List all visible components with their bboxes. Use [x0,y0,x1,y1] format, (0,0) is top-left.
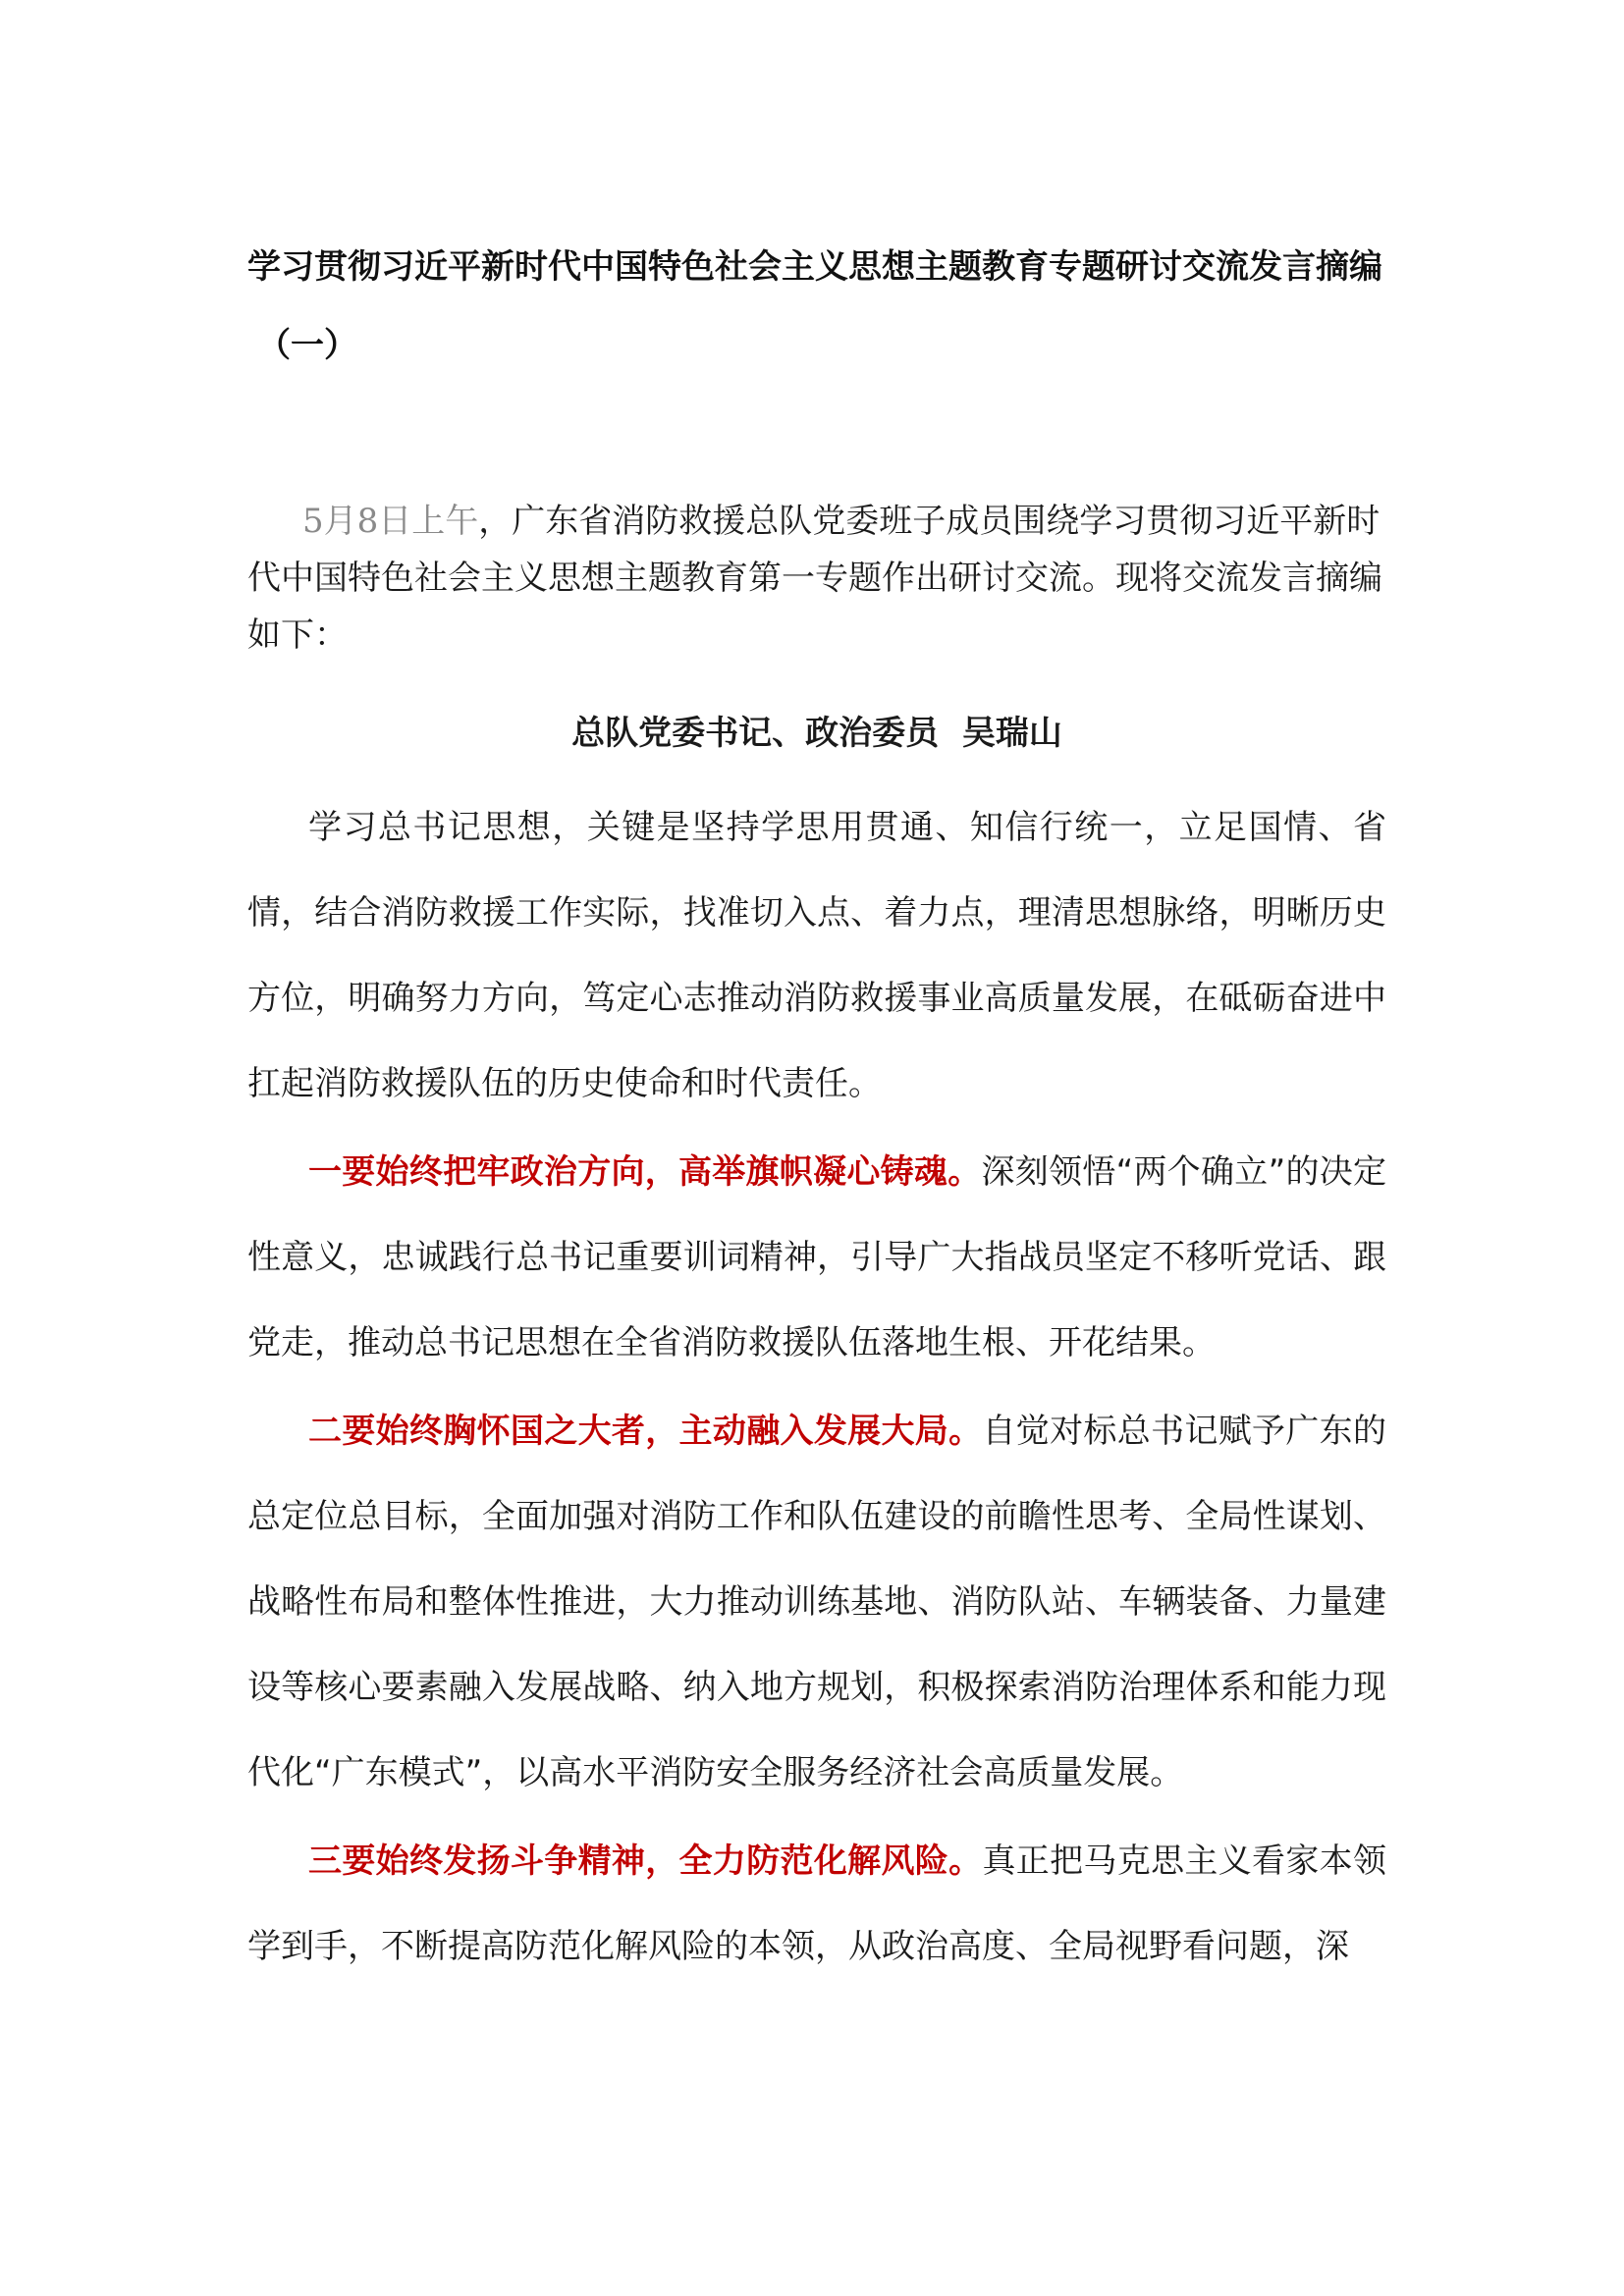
paragraph-lead: 二要始终胸怀国之大者，主动融入发展大局。 [308,1412,983,1451]
paragraph-3 [247,1389,1386,1816]
speaker-heading: 总队党委书记、政治委员 吴瑞山 [571,714,1062,753]
intro-paragraph [247,493,1386,664]
intro-text: ，广东省消防救援总队党委班子成员围绕学习贯彻习近平新时代中国特色社会主义思想主题教育第一专题作出研讨交流。现将交流发言摘编如下： [247,502,1382,655]
paragraph-text: 真正把马克思主义看家本领学到手，不断提高防范化解风险的本领，从政治高度、全局视野看问题，深 [247,1842,1387,1966]
intro-date: 5月8日上午 [302,502,479,541]
paragraph-text: 学习总书记思想，关键是坚持学思用贯通、知信行统一，立足国情、省情，结合消防救援工作实际，找准切入点、着力点，理清思想脉络，明晰历史方位，明确努力方向，笃定心志推动消防救援事业高质量发展，在砥砺奋进中扛起消防救援队伍的历史使命和时代责任。 [247,808,1386,1103]
title-line-2: （一） [257,326,357,365]
title-line-1: 学习贯彻习近平新时代中国特色社会主义思想主题教育专题研讨交流发言摘编 [247,247,1382,287]
paragraph-1 [247,785,1386,1127]
paragraph-text: 深刻领悟“两个确立”的决定性意义，忠诚践行总书记重要训词精神，引导广大指战员坚定不移听党话、跟党走，推动总书记思想在全省消防救援队伍落地生根、开花结果。 [247,1152,1386,1362]
speech-body [247,785,1386,1993]
paragraph-lead: 三要始终发扬斗争精神，全力防范化解风险。 [308,1842,983,1881]
paragraph-4 [247,1819,1386,1990]
paragraph-text: 自觉对标总书记赋予广东的总定位总目标，全面加强对消防工作和队伍建设的前瞻性思考、全局性谋划、战略性布局和整体性推进，大力推动训练基地、消防队站、车辆装备、力量建设等核心要素融入发展战略、纳入地方规划，积极探索消防治理体系和能力现代化“广东模式”，以高水平消防安全服务经济社会高质量发展。 [247,1412,1387,1792]
paragraph-lead: 一要始终把牢政治方向，高举旗帜凝心铸魂。 [308,1152,982,1192]
paragraph-2 [247,1130,1386,1386]
document-title [247,228,1386,385]
